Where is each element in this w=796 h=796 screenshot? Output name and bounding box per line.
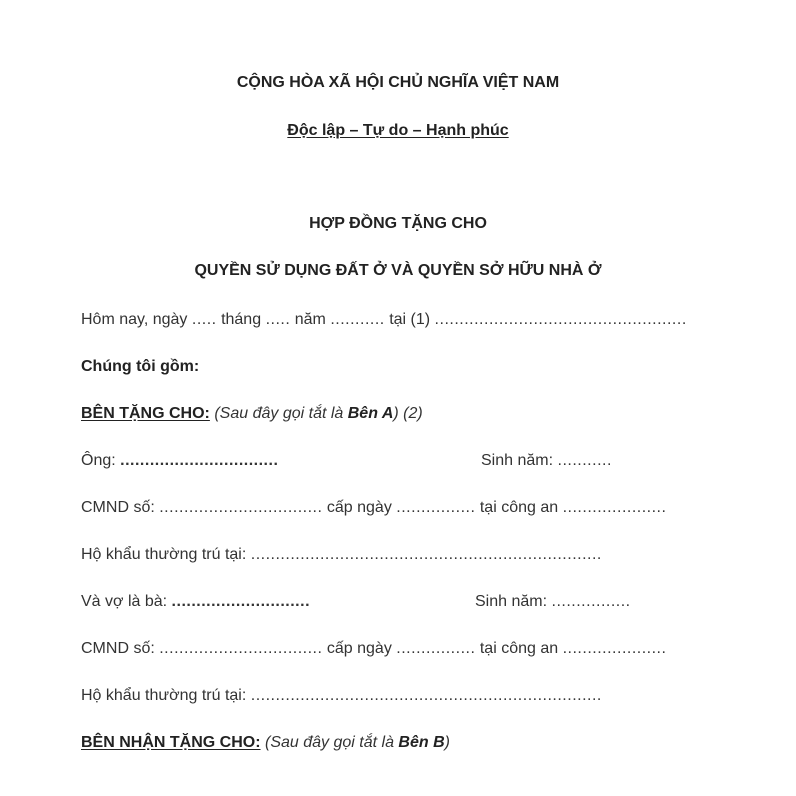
party-b-note-prefix: (Sau đây gọi tắt là xyxy=(260,734,399,751)
nation-heading: CỘNG HÒA XÃ HỘI CHỦ NGHĨA VIỆT NAM xyxy=(236,74,560,91)
date-month-label: tháng xyxy=(221,311,262,328)
we-include-label: Chúng tôi gồm: xyxy=(81,358,200,375)
party-a-mr-line xyxy=(81,452,278,470)
date-day-label: Hôm nay, ngày xyxy=(81,311,188,328)
mr-birth-label: Sinh năm: xyxy=(481,452,554,469)
party-a-note-prefix: (Sau đây gọi tắt là xyxy=(209,405,348,422)
mr-blank: ................................ xyxy=(120,452,279,469)
party-a-note-suffix: ) (2) xyxy=(393,405,423,422)
date-year-label: năm xyxy=(294,311,326,328)
id2-blank: ................................. xyxy=(159,640,323,657)
issued-blank: ................ xyxy=(396,499,476,516)
police2-blank: ..................... xyxy=(562,640,667,657)
date-place-label: tại (1) xyxy=(389,311,431,328)
wife-label: Và vợ là bà: xyxy=(81,593,168,610)
issued2-label: cấp ngày xyxy=(326,640,392,657)
party-a-id2-line xyxy=(81,640,666,658)
party-a-residence2-line xyxy=(81,687,602,705)
party-a-id-line xyxy=(81,499,666,517)
party-a-residence-line xyxy=(81,546,602,564)
party-a-wife-line xyxy=(81,593,310,611)
mr-birth-blank: ........... xyxy=(557,452,612,469)
wife-birth-year xyxy=(475,593,631,611)
party-b-heading-line xyxy=(81,734,450,752)
date-line xyxy=(81,311,687,329)
motto: Độc lập – Tự do – Hạnh phúc xyxy=(287,122,509,139)
issued2-blank: ................ xyxy=(396,640,476,657)
contract-title: HỢP ĐỒNG TẶNG CHO xyxy=(309,215,487,232)
date-year-blank: ........... xyxy=(330,311,385,328)
party-b-note-suffix: ) xyxy=(444,734,450,751)
id-label: CMND số: xyxy=(81,499,155,516)
residence-blank: ....................................................................... xyxy=(250,546,602,563)
police-blank: ..................... xyxy=(562,499,667,516)
wife-birth-label: Sinh năm: xyxy=(475,593,548,610)
residence2-blank: ....................................................................... xyxy=(250,687,602,704)
mr-birth-year xyxy=(481,452,612,470)
id2-label: CMND số: xyxy=(81,640,155,657)
date-day-blank: ..... xyxy=(191,311,217,328)
issued-label: cấp ngày xyxy=(326,499,392,516)
mr-label: Ông: xyxy=(81,452,116,469)
date-month-blank: ..... xyxy=(265,311,291,328)
party-b-note-bold: Bên B xyxy=(398,734,445,751)
party-a-heading: BÊN TẶNG CHO: xyxy=(81,405,210,422)
police2-label: tại công an xyxy=(479,640,559,657)
date-place-blank: ................................................... xyxy=(434,311,687,328)
police-label: tại công an xyxy=(479,499,559,516)
party-a-heading-line xyxy=(81,405,423,423)
party-b-heading: BÊN NHẬN TẶNG CHO: xyxy=(81,734,261,751)
residence-label: Hộ khẩu thường trú tại: xyxy=(81,546,247,563)
wife-blank: ............................ xyxy=(171,593,311,610)
residence2-label: Hộ khẩu thường trú tại: xyxy=(81,687,247,704)
id-blank: ................................. xyxy=(159,499,323,516)
party-a-note-bold: Bên A xyxy=(347,405,394,422)
wife-birth-blank: ................ xyxy=(551,593,631,610)
contract-subtitle: QUYỀN SỬ DỤNG ĐẤT Ở VÀ QUYỀN SỞ HỮU NHÀ Ở xyxy=(194,262,602,279)
